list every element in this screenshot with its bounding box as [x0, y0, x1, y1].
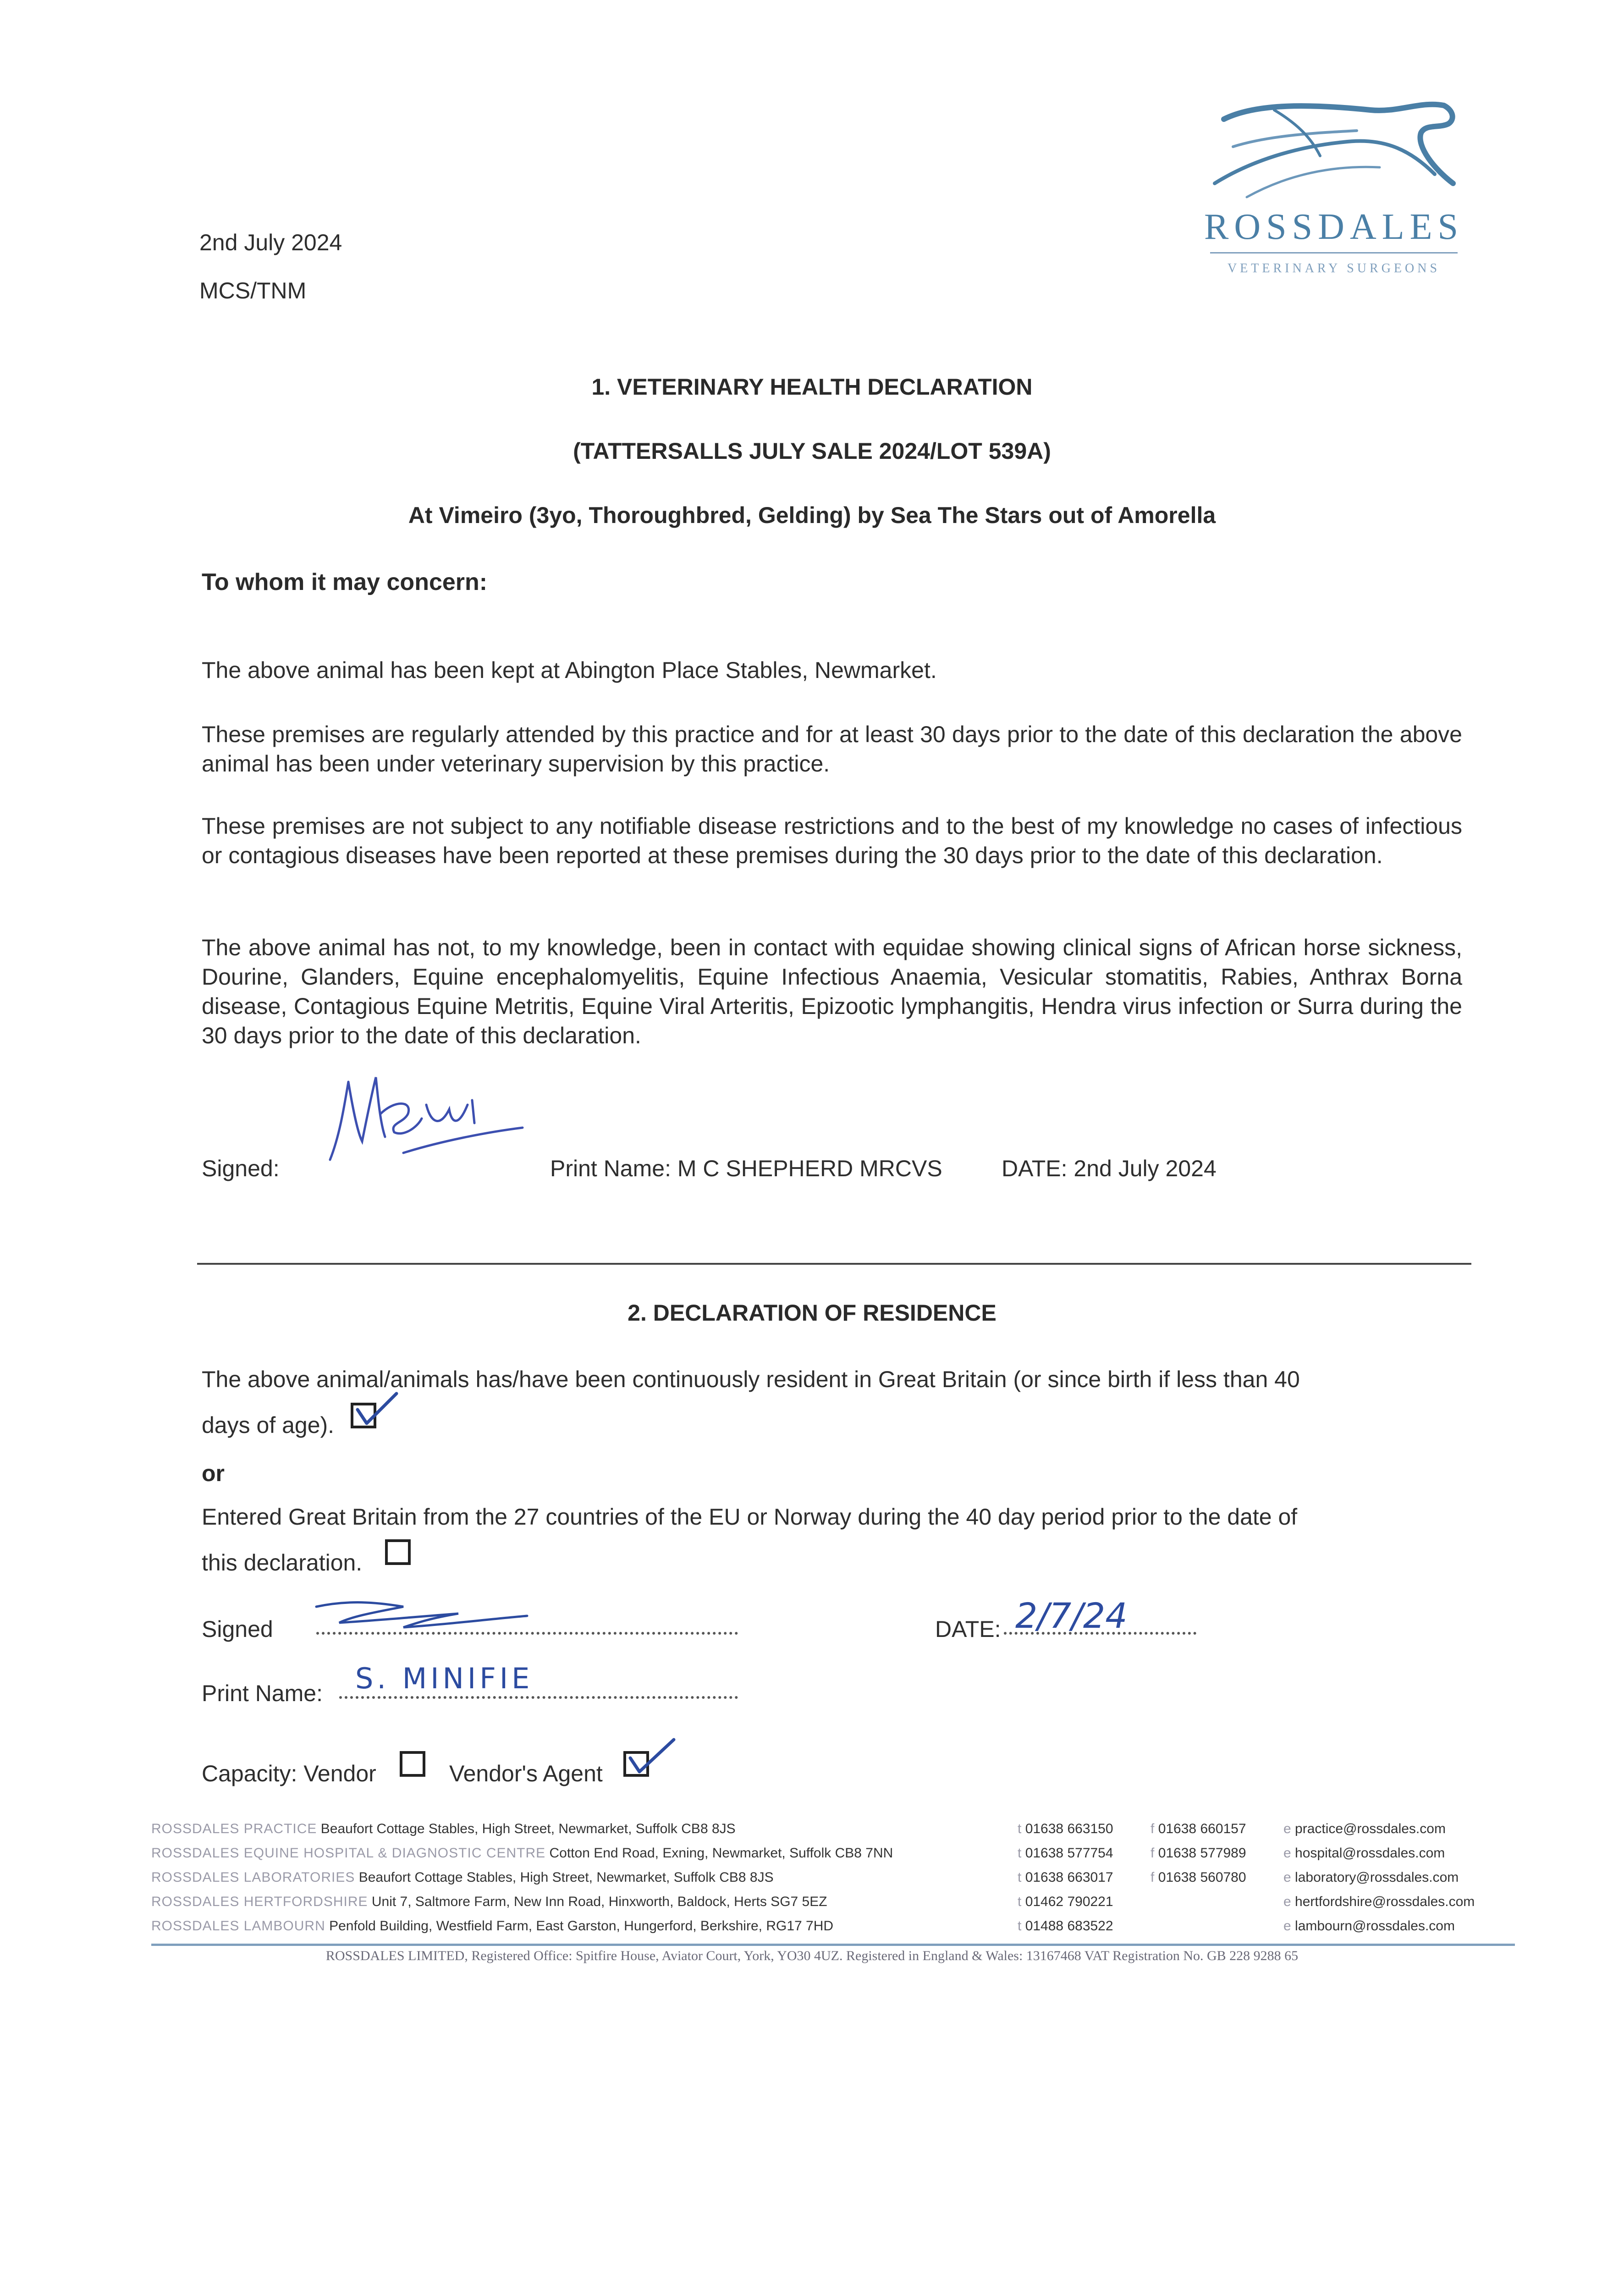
date2-label: DATE: — [935, 1616, 1001, 1642]
vendor-checkbox[interactable] — [400, 1751, 425, 1777]
horse-logo-icon — [1206, 92, 1462, 211]
tick-icon — [351, 1389, 401, 1430]
agent-label: Vendor's Agent — [449, 1761, 603, 1786]
signed-label: Signed: — [202, 1156, 280, 1181]
section1-title: 1. VETERINARY HEALTH DECLARATION — [591, 374, 1033, 400]
residence-option2-line1: Entered Great Britain from the 27 countries of the EU or Norway during the 40 day period prior to the date of — [202, 1504, 1298, 1530]
paragraph-premises: The above animal has been kept at Abington Place Stables, Newmarket. — [202, 657, 937, 683]
print2-line — [339, 1696, 738, 1699]
footer-row-hertfordshire: ROSSDALES HERTFORDSHIRE Unit 7, Saltmore Farm, New Inn Road, Hinxworth, Baldock, Herts SG7 5EZ t 01462 790221 e hertfordshire@rossdales.com — [151, 1894, 1475, 1909]
rossdales-logo — [1192, 92, 1476, 284]
footer-row-lambourn: ROSSDALES LAMBOURN Penfold Building, Westfield Farm, East Garston, Hungerford, Berkshire, RG17 7HD t 01488 683522 e lambourn@rossdales.com — [151, 1918, 1455, 1934]
residence-option2-line2: this declaration. — [202, 1550, 363, 1576]
residence-option1-line1: The above animal/animals has/have been continuously resident in Great Britain (or since birth if less than 40 — [202, 1366, 1300, 1392]
tick-icon — [623, 1735, 678, 1776]
brand-name: ROSSDALES — [1204, 207, 1464, 247]
section-divider — [197, 1263, 1471, 1265]
vendor-signature — [312, 1598, 541, 1634]
date2-value: 2/7/24 — [1015, 1595, 1128, 1636]
footer-row-hospital: ROSSDALES EQUINE HOSPITAL & DIAGNOSTIC CENTRE Cotton End Road, Exning, Newmarket, Suffolk CB8 7NN t 01638 577754 f 01638 577989 e hospital@rossdales.com — [151, 1846, 1445, 1861]
capacity-label: Capacity: Vendor — [202, 1761, 376, 1786]
footer-row-laboratories: ROSSDALES LABORATORIES Beaufort Cottage Stables, High Street, Newmarket, Suffolk CB8 8JS t 01638 663017 f 01638 560780 e laboratory@rossdales.com — [151, 1870, 1459, 1885]
print2-value: S. MINIFIE — [355, 1662, 534, 1695]
footer-row-practice: ROSSDALES PRACTICE Beaufort Cottage Stables, High Street, Newmarket, Suffolk CB8 8JS t 01638 663150 f 01638 660157 e practice@rossdales.com — [151, 1821, 1446, 1836]
option2-checkbox[interactable] — [385, 1539, 411, 1565]
signed2-label: Signed — [202, 1616, 273, 1642]
letter-date: 2nd July 2024 — [199, 230, 342, 255]
brand-divider — [1210, 252, 1458, 253]
salutation: To whom it may concern: — [202, 569, 488, 595]
footer-registration: ROSSDALES LIMITED, Registered Office: Spitfire House, Aviator Court, York, YO30 4UZ. Registered in England & Wales: 13167468 VAT Registration No. GB 228 9288 65 — [325, 1948, 1299, 1963]
residence-option1-line2: days of age). — [202, 1412, 335, 1438]
paragraph-supervision: These premises are regularly attended by this practice and for at least 30 days prior to the date of this declaration the above animal has been under veterinary supervision by this practice. — [202, 722, 1462, 777]
vet-signature — [321, 1054, 536, 1174]
footer-divider — [151, 1944, 1515, 1946]
vet-print-name: Print Name: M C SHEPHERD MRCVS — [550, 1156, 942, 1181]
section2-title: 2. DECLARATION OF RESIDENCE — [628, 1300, 996, 1326]
vet-date: DATE: 2nd July 2024 — [1002, 1156, 1217, 1181]
letter-reference: MCS/TNM — [199, 278, 307, 303]
horse-description: At Vimeiro (3yo, Thoroughbred, Gelding) by Sea The Stars out of Amorella — [408, 502, 1216, 528]
brand-tagline: VETERINARY SURGEONS — [1227, 261, 1441, 275]
or-label: or — [202, 1460, 225, 1486]
paragraph-diseases: The above animal has not, to my knowledge, been in contact with equidae showing clinical signs of African horse sickness, Dourine, Glanders, Equine encephalomyelitis, Equine Infectious Anaemia, Vesicular stomatitis, Rabies, Anthrax Borna disease, Contagious Equine Metritis, Equine Viral Arteritis, Epizootic lymphangitis, Hendra virus infection or Surra during the 30 days prior to the date of this declaration. — [202, 935, 1462, 1048]
paragraph-restrictions: These premises are not subject to any notifiable disease restrictions and to the best of my knowledge no cases of infectious or contagious diseases have been reported at these premises during the 30 days prior to the date of this declaration. — [202, 813, 1462, 868]
print2-label: Print Name: — [202, 1680, 323, 1706]
section1-subtitle: (TATTERSALLS JULY SALE 2024/LOT 539A) — [573, 438, 1051, 464]
